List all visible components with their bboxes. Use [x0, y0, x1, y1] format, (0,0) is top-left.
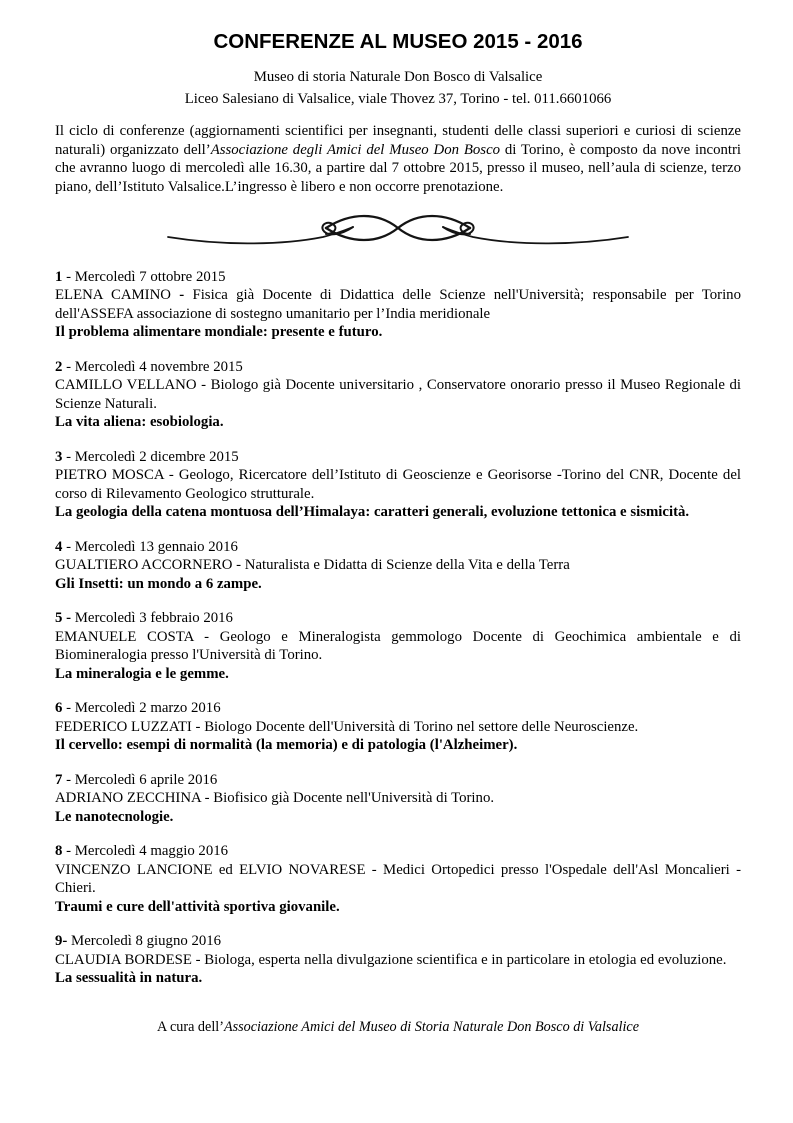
conference-date: Mercoledì 8 giugno 2016 [71, 933, 222, 949]
conference-item-9 [55, 932, 741, 988]
date-separator: - [62, 610, 75, 626]
conference-number: 1 [55, 268, 63, 285]
conference-item-5 [55, 609, 741, 683]
intro-association-name: Associazione degli Amici del Museo Don Bosco [210, 141, 501, 158]
conference-topic: Gli Insetti: un mondo a 6 zampe. [55, 575, 262, 592]
conference-topic: La geologia della catena montuosa dell’Himalaya: caratteri generali, evoluzione tettonica e sismicità. [55, 504, 690, 520]
speaker-separator: - [193, 628, 220, 645]
footer-association-name: Associazione Amici del Museo di Storia Naturale Don Bosco di Valsalice [223, 1018, 640, 1035]
footer-text: A cura dell’ [156, 1018, 224, 1035]
conference-item-3 [55, 448, 741, 522]
speaker-name: VINCENZO LANCIONE ed ELVIO NOVARESE [55, 861, 366, 878]
speaker-description: Medici Ortopedici presso l'Ospedale dell'Asl Moncalieri - Chieri. [55, 861, 742, 896]
conference-date-line [55, 358, 741, 377]
conference-speaker-line [55, 861, 741, 898]
conference-date: Mercoledì 4 novembre 2015 [74, 358, 243, 375]
conference-date-line [55, 699, 741, 718]
conference-date: Mercoledì 2 marzo 2016 [74, 700, 221, 716]
flourish-svg [163, 204, 633, 250]
date-separator: - [62, 933, 72, 949]
conference-number: 9 [55, 933, 63, 949]
conference-topic: Traumi e cure dell'attività sportiva giovanile. [55, 898, 340, 915]
conference-date: Mercoledì 6 aprile 2016 [74, 771, 218, 788]
speaker-description: Geologo e Mineralogista gemmologo Docente di Geochimica ambientale e di Biomineralogia presso l'Università di Torino. [55, 628, 742, 663]
conference-speaker-line [55, 286, 741, 323]
conference-topic: Il problema alimentare mondiale: presente e futuro. [55, 324, 383, 340]
calligraphic-flourish-icon [55, 204, 741, 256]
conference-date-line [55, 932, 741, 951]
subtitle-line-1: Museo di storia Naturale Don Bosco di Valsalice [253, 69, 543, 85]
conference-number: 4 [55, 538, 63, 555]
conference-date: Mercoledì 3 febbraio 2016 [74, 610, 233, 626]
speaker-name: PIETRO MOSCA [55, 467, 164, 483]
conference-number: 2 [55, 358, 63, 375]
conference-date-line [55, 842, 741, 861]
conference-speaker-line [55, 556, 741, 575]
conference-topic: Il cervello: esempi di normalità (la memoria) e di patologia (l'Alzheimer). [55, 737, 518, 753]
conference-topic: La sessualità in natura. [55, 970, 203, 986]
date-separator: - [62, 358, 75, 375]
speaker-name: FEDERICO LUZZATI [55, 718, 192, 735]
speaker-separator: - [365, 861, 384, 878]
speaker-separator: - [170, 287, 193, 303]
conference-date: Mercoledì 2 dicembre 2015 [74, 448, 239, 465]
conference-speaker-line [55, 376, 741, 413]
conference-number: 7 [55, 771, 63, 788]
speaker-description: Fisica già Docente di Didattica delle Scienze nell'Università; responsabile per Torino dell'ASSEFA associazione di sostegno umanitario per l’India meridionale [55, 287, 741, 322]
conference-number: 6 [55, 700, 63, 716]
date-separator: - [62, 448, 75, 465]
speaker-name: CLAUDIA BORDESE [55, 951, 192, 968]
conference-topic: Le nanotecnologie. [55, 808, 174, 825]
date-separator: - [62, 538, 75, 555]
conference-date: Mercoledì 7 ottobre 2015 [74, 268, 226, 285]
date-separator: - [62, 700, 75, 716]
speaker-description: Biofisico già Docente nell'Università di Torino. [213, 790, 495, 806]
speaker-separator: - [163, 467, 179, 483]
conference-item-8 [55, 842, 741, 916]
speaker-separator: - [232, 557, 245, 573]
footer-credit [55, 1018, 741, 1037]
conference-list [55, 268, 741, 988]
intro-paragraph [55, 122, 741, 196]
conference-topic: La vita aliena: esobiologia. [55, 414, 224, 430]
conference-speaker-line [55, 628, 741, 665]
conference-speaker-line [55, 718, 741, 737]
conference-item-2 [55, 358, 741, 432]
intro-text: Il ciclo di conferenze (aggiornamenti scientifici per insegnanti, studenti delle classi superiori e curiosi di scienze naturali) organizzato dell’ [55, 123, 741, 158]
speaker-name: CAMILLO VELLANO [55, 377, 197, 393]
speaker-description: Biologo già Docente universitario , Conservatore onorario presso il Museo Regionale di Scienze Naturali. [55, 377, 741, 412]
conference-item-4 [55, 538, 741, 594]
speaker-separator: - [196, 377, 211, 393]
date-separator: - [62, 843, 75, 859]
speaker-description: Naturalista e Didatta di Scienze della Vita e della Terra [244, 557, 570, 573]
speaker-separator: - [191, 718, 205, 735]
speaker-separator: - [191, 951, 205, 968]
speaker-name: ADRIANO ZECCHINA [55, 790, 201, 806]
page-title: CONFERENZE AL MUSEO 2015 - 2016 [213, 30, 583, 53]
conference-item-7 [55, 771, 741, 827]
conference-date-line [55, 609, 741, 628]
speaker-name: EMANUELE COSTA [55, 628, 194, 645]
conference-topic: La mineralogia e le gemme. [55, 665, 229, 682]
speaker-name: ELENA CAMINO [55, 287, 171, 303]
date-separator: - [62, 268, 75, 285]
speaker-description: Biologo Docente dell'Università di Torino nel settore delle Neuroscienze. [204, 718, 639, 735]
speaker-description: Geologo, Ricercatore dell’Istituto di Geoscienze e Georisorse -Torino del CNR, Docente del corso di Rilevamento Geologico strutturale. [55, 467, 741, 502]
conference-speaker-line [55, 466, 741, 503]
conference-number: 3 [55, 448, 63, 465]
conference-date: Mercoledì 13 gennaio 2016 [74, 538, 238, 555]
conference-date: Mercoledì 4 maggio 2016 [74, 843, 229, 859]
speaker-separator: - [200, 790, 214, 806]
conference-speaker-line [55, 951, 741, 970]
conference-item-6 [55, 699, 741, 755]
conference-number: 5 [55, 610, 63, 626]
speaker-description: Biologa, esperta nella divulgazione scientifica e in particolare in etologia ed evoluzione. [204, 951, 727, 968]
conference-date-line [55, 538, 741, 557]
conference-number: 8 [55, 843, 63, 859]
subtitle-line-2: Liceo Salesiano di Valsalice, viale Thovez 37, Torino - tel. 011.6601066 [184, 91, 612, 107]
conference-date-line [55, 448, 741, 467]
intro-text-continued: di Torino, è composto da nove incontri che avranno luogo di mercoledì alle 16.30, a partire dal 7 ottobre 2015, presso il museo, nell’aula di scienze, terzo piano, dell’Istituto Valsalice.L’ingresso è libero e non occorre prenotazione. [55, 141, 742, 195]
conference-date-line [55, 771, 741, 790]
speaker-name: GUALTIERO ACCORNERO [55, 557, 233, 573]
date-separator: - [62, 771, 75, 788]
conference-date-line [55, 268, 741, 287]
conference-item-1 [55, 268, 741, 342]
conference-speaker-line [55, 789, 741, 808]
